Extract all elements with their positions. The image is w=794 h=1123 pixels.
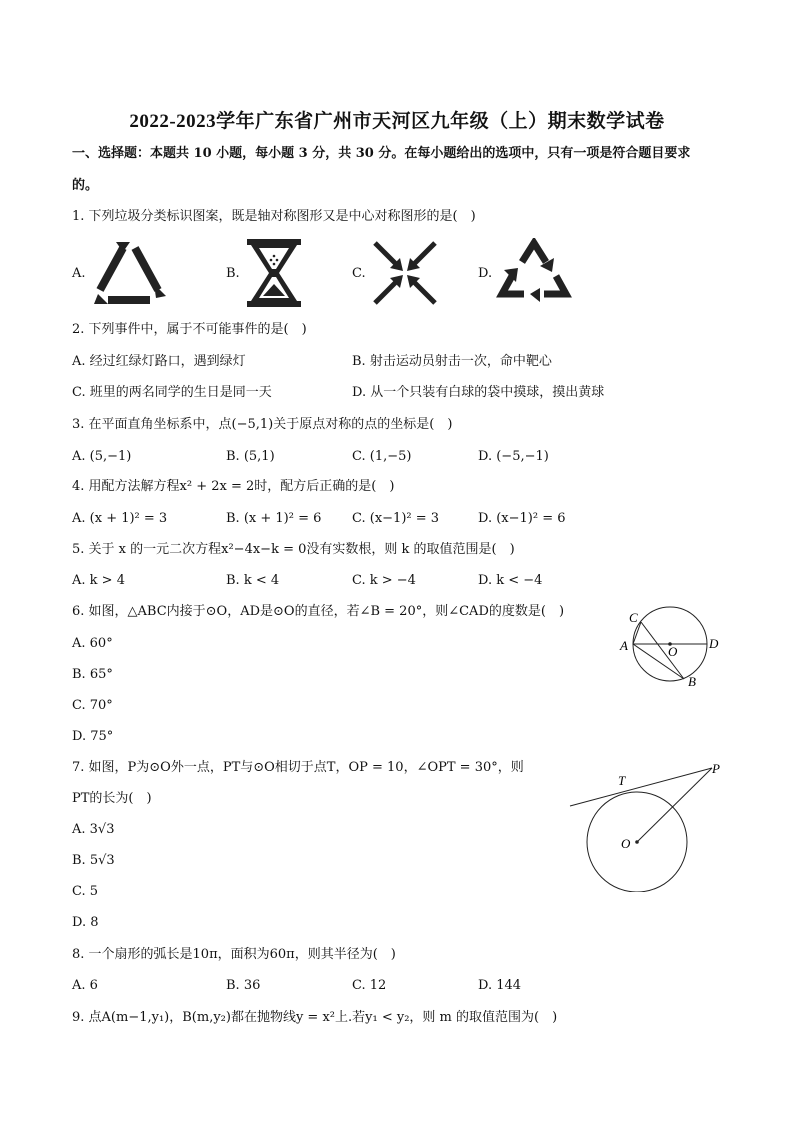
q8-stem: 8. 一个扇形的弧长是10π，面积为60π，则其半径为( ) xyxy=(72,947,396,962)
q5-option-a: A. k > 4 xyxy=(72,573,125,588)
label-a: A xyxy=(620,638,628,653)
q1-option-d: D. xyxy=(478,266,493,281)
q3-option-d: D. (−5,−1) xyxy=(478,449,549,464)
q7-option-b: B. 5√3 xyxy=(72,853,115,868)
q2-option-d: D. 从一个只装有白球的袋中摸球，摸出黄球 xyxy=(352,385,605,400)
q7-option-c: C. 5 xyxy=(72,884,99,899)
label-p: P xyxy=(712,761,720,776)
q4-option-d: D. (x−1)² = 6 xyxy=(478,511,566,526)
q2-option-b: B. 射击运动员射击一次，命中靶心 xyxy=(352,354,552,369)
q4-option-b: B. (x + 1)² = 6 xyxy=(226,511,322,526)
section-heading-cont: 的。 xyxy=(72,178,99,193)
q4-option-c: C. (x−1)² = 3 xyxy=(352,511,440,526)
q5-option-b: B. k < 4 xyxy=(226,573,280,588)
q3-stem: 3. 在平面直角坐标系中，点(−5,1)关于原点对称的点的坐标是( ) xyxy=(72,417,453,432)
label-t: T xyxy=(618,773,626,788)
q1-stem: 1. 下列垃圾分类标识图案，既是轴对称图形又是中心对称图形的是( ) xyxy=(72,209,476,224)
label-b: B xyxy=(688,674,696,689)
q6-circle-figure xyxy=(612,604,726,690)
q3-option-a: A. (5,−1) xyxy=(72,449,132,464)
q7-option-d: D. 8 xyxy=(72,915,99,930)
section-heading: 一、选择题：本题共 10 小题，每小题 3 分，共 30 分。在每小题给出的选项中，只有一项是符合题目要求 xyxy=(72,146,691,161)
label-o: O xyxy=(668,644,678,659)
recycle-triangle-icon xyxy=(90,240,168,306)
q6-option-d: D. 75° xyxy=(72,729,114,744)
q3-option-b: B. (5,1) xyxy=(226,449,275,464)
hourglass-icon xyxy=(245,238,303,308)
q8-option-b: B. 36 xyxy=(226,978,261,993)
q2-stem: 2. 下列事件中，属于不可能事件的是( ) xyxy=(72,322,307,337)
q6-stem: 6. 如图，△ABC内接于⊙O，AD是⊙O的直径，若∠B = 20°，则∠CAD的度数是( ) xyxy=(72,604,565,619)
q1-option-c: C. xyxy=(352,266,366,281)
q7-tangent-figure xyxy=(566,758,726,892)
q8-option-a: A. 6 xyxy=(72,978,98,993)
q9-stem: 9. 点A(m−1,y₁)，B(m,y₂)都在抛物线y = x²上.若y₁ < y₂，则 m 的取值范围为( ) xyxy=(72,1010,558,1025)
q8-option-c: C. 12 xyxy=(352,978,387,993)
inward-arrows-icon xyxy=(372,240,438,306)
q1-option-b: B. xyxy=(226,266,240,281)
q3-option-c: C. (1,−5) xyxy=(352,449,412,464)
q5-option-d: D. k < −4 xyxy=(478,573,543,588)
q6-option-b: B. 65° xyxy=(72,667,113,682)
q5-stem: 5. 关于 x 的一元二次方程x²−4x−k = 0没有实数根，则 k 的取值范围是( ) xyxy=(72,542,515,557)
page-title: 2022-2023学年广东省广州市天河区九年级（上）期末数学试卷 xyxy=(129,111,665,132)
q2-option-a: A. 经过红绿灯路口，遇到绿灯 xyxy=(72,354,246,369)
q8-option-d: D. 144 xyxy=(478,978,522,993)
label-o: O xyxy=(621,836,631,851)
label-c: C xyxy=(629,610,638,625)
q7-option-a: A. 3√3 xyxy=(72,822,115,837)
q6-option-c: C. 70° xyxy=(72,698,113,713)
q7-stem-cont: PT的长为( ) xyxy=(72,791,152,806)
q4-stem: 4. 用配方法解方程x² + 2x = 2时，配方后正确的是( ) xyxy=(72,479,395,494)
q6-option-a: A. 60° xyxy=(72,636,113,651)
label-d: D xyxy=(709,636,719,651)
q2-option-c: C. 班里的两名同学的生日是同一天 xyxy=(72,385,272,400)
q7-stem: 7. 如图，P为⊙O外一点，PT与⊙O相切于点T，OP = 10，∠OPT = 30°，则 xyxy=(72,760,524,775)
recycling-symbol-icon xyxy=(496,238,572,308)
q4-option-a: A. (x + 1)² = 3 xyxy=(72,511,168,526)
q5-option-c: C. k > −4 xyxy=(352,573,416,588)
q1-option-a: A. xyxy=(72,266,86,281)
